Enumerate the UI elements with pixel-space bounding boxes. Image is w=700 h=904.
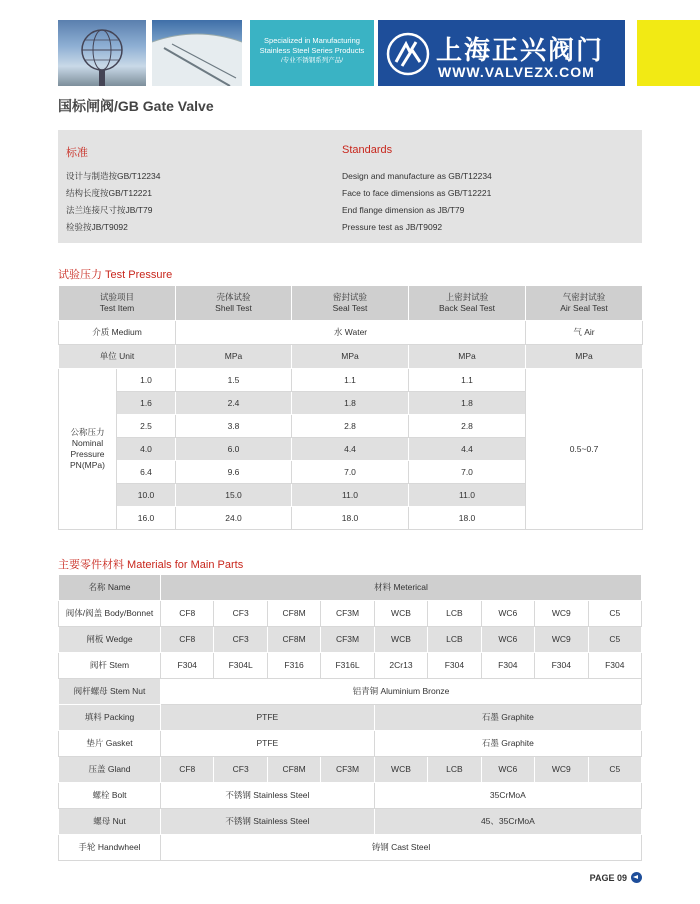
pn-value: 4.0 [117, 438, 176, 461]
material-cell: F316 [267, 653, 320, 679]
part-name: 螺母 Nut [59, 809, 161, 835]
material-cell: WC9 [535, 757, 588, 783]
header-en: Seal Test [332, 303, 368, 313]
standard-item-cn: 结构长度按GB/T12221 [66, 188, 152, 198]
shell-value: 1.5 [176, 369, 292, 392]
standard-item-cn: 设计与制造按GB/T12234 [66, 171, 161, 181]
pn-label-line: Pressure [70, 449, 105, 459]
unit-cell: MPa [526, 345, 643, 369]
part-name: 阀体/阀盖 Body/Bonnet [59, 601, 161, 627]
medium-water: 水 Water [176, 321, 526, 345]
material-cell: WCB [374, 627, 427, 653]
yellow-tab [637, 20, 700, 86]
seal-value: 1.1 [292, 369, 409, 392]
shell-value: 2.4 [176, 392, 292, 415]
pn-label-line: PN(MPa) [70, 460, 105, 470]
header-en: Shell Test [215, 303, 252, 313]
material-cell: F304 [588, 653, 642, 679]
back-seal-value: 1.1 [409, 369, 526, 392]
material-cell: F304 [535, 653, 588, 679]
standards-list-cn [66, 168, 160, 236]
material-cell: WC9 [535, 627, 588, 653]
material-cell: WC9 [535, 601, 588, 627]
back-seal-value: 2.8 [409, 415, 526, 438]
standards-list-en [342, 168, 492, 236]
tank-icon [152, 20, 242, 86]
material-cell: C5 [588, 627, 642, 653]
material-cell: CF3M [321, 757, 374, 783]
seal-value: 18.0 [292, 507, 409, 530]
part-name: 阀杆螺母 Stem Nut [59, 679, 161, 705]
material-cell: CF8M [267, 627, 320, 653]
material-cell: LCB [428, 627, 481, 653]
materials-table [58, 574, 642, 861]
material-cell: 35CrMoA [374, 783, 641, 809]
header-material: 材料 Meterical [161, 575, 642, 601]
header-test-item [59, 286, 176, 321]
header-cn: 壳体试验 [216, 292, 251, 302]
material-cell: CF3M [321, 601, 374, 627]
material-row-stem-nut [59, 679, 642, 705]
material-cell: CF3 [214, 757, 267, 783]
material-row-bolt [59, 783, 642, 809]
pn-value: 2.5 [117, 415, 176, 438]
back-seal-value: 7.0 [409, 461, 526, 484]
page-title: 国标闸阀/GB Gate Valve [58, 98, 214, 114]
header-name: 名称 Name [59, 575, 161, 601]
unit-cell: MPa [292, 345, 409, 369]
pressure-row [59, 369, 643, 392]
previous-page-icon[interactable] [631, 872, 642, 883]
material-cell: 铝青铜 Aluminium Bronze [161, 679, 642, 705]
pn-value: 1.6 [117, 392, 176, 415]
shell-value: 15.0 [176, 484, 292, 507]
material-row-nut [59, 809, 642, 835]
material-cell: 石墨 Graphite [374, 731, 641, 757]
header-cn: 上密封试验 [445, 292, 489, 302]
material-cell: WCB [374, 601, 427, 627]
material-cell: CF3 [214, 627, 267, 653]
material-row-handwheel [59, 835, 642, 861]
material-cell: F316L [321, 653, 374, 679]
part-name: 阀杆 Stem [59, 653, 161, 679]
material-cell: CF8M [267, 601, 320, 627]
part-name: 螺栓 Bolt [59, 783, 161, 809]
back-seal-value: 11.0 [409, 484, 526, 507]
material-cell: WC6 [481, 627, 534, 653]
medium-row [59, 321, 643, 345]
material-cell: LCB [428, 601, 481, 627]
page-footer [590, 872, 642, 883]
seal-value: 1.8 [292, 392, 409, 415]
header-back-seal-test [409, 286, 526, 321]
tagline-line-2: Stainless Steel Series Products [259, 46, 365, 55]
shell-value: 24.0 [176, 507, 292, 530]
material-cell: F304 [161, 653, 214, 679]
shell-value: 9.6 [176, 461, 292, 484]
standard-item-en: Face to face dimensions as GB/T12221 [342, 188, 492, 198]
pn-value: 1.0 [117, 369, 176, 392]
standard-item-en: Design and manufacture as GB/T12234 [342, 171, 492, 181]
shell-value: 6.0 [176, 438, 292, 461]
material-cell: CF3M [321, 627, 374, 653]
material-row-stem [59, 653, 642, 679]
header-cn: 试验项目 [100, 292, 135, 302]
material-cell: LCB [428, 757, 481, 783]
test-pressure-table [58, 285, 643, 530]
medium-air: 气 Air [526, 321, 643, 345]
unit-label: 单位 Unit [59, 345, 176, 369]
unit-cell: MPa [176, 345, 292, 369]
seal-value: 7.0 [292, 461, 409, 484]
header-seal-test [292, 286, 409, 321]
material-cell: WC6 [481, 601, 534, 627]
material-cell: CF3 [214, 601, 267, 627]
material-row-gasket [59, 731, 642, 757]
material-cell: WC6 [481, 757, 534, 783]
material-cell: CF8 [161, 757, 214, 783]
back-seal-value: 18.0 [409, 507, 526, 530]
material-cell: C5 [588, 757, 642, 783]
material-cell: 不锈钢 Stainless Steel [161, 783, 375, 809]
seal-value: 4.4 [292, 438, 409, 461]
standards-title-cn: 标准 [66, 147, 88, 159]
header-en: Back Seal Test [438, 303, 496, 313]
pn-value: 10.0 [117, 484, 176, 507]
unit-row [59, 345, 643, 369]
header-cn: 气密封试验 [562, 292, 606, 302]
pn-label-line: Nominal [71, 438, 104, 448]
standard-item-en: Pressure test as JB/T9092 [342, 222, 443, 232]
material-cell: 不锈钢 Stainless Steel [161, 809, 375, 835]
seal-value: 11.0 [292, 484, 409, 507]
pn-value: 6.4 [117, 461, 176, 484]
globe-icon [58, 20, 146, 86]
standard-item-en: End flange dimension as JB/T79 [342, 205, 465, 215]
material-row-wedge [59, 627, 642, 653]
materials-title: 主要零件材料 Materials for Main Parts [58, 559, 244, 571]
test-pressure-title: 试验压力 Test Pressure [58, 269, 173, 281]
material-cell: C5 [588, 601, 642, 627]
header-en: Air Seal Test [560, 303, 608, 313]
material-row-body-bonnet [59, 601, 642, 627]
tagline-box [250, 20, 374, 86]
back-seal-value: 1.8 [409, 392, 526, 415]
material-cell: WCB [374, 757, 427, 783]
back-seal-value: 4.4 [409, 438, 526, 461]
material-cell: CF8M [267, 757, 320, 783]
part-name: 手轮 Handwheel [59, 835, 161, 861]
material-cell: 45、35CrMoA [374, 809, 641, 835]
storage-tank-photo [152, 20, 242, 86]
material-cell: 石墨 Graphite [374, 705, 641, 731]
material-cell: F304 [428, 653, 481, 679]
header-shell-test [176, 286, 292, 321]
pn-label-line: 公称压力 [70, 427, 105, 437]
part-name: 压盖 Gland [59, 757, 161, 783]
material-cell: CF8 [161, 627, 214, 653]
shell-value: 3.8 [176, 415, 292, 438]
tagline-line-1: Specialized in Manufacturing [264, 36, 360, 45]
standard-item-cn: 检验按JB/T9092 [66, 222, 128, 232]
standards-title-en: Standards [342, 144, 393, 156]
standard-item-cn: 法兰连接尺寸按JB/T79 [66, 205, 153, 215]
air-seal-value: 0.5~0.7 [526, 369, 643, 530]
material-cell: 2Cr13 [374, 653, 427, 679]
header-cn: 密封试验 [333, 292, 368, 302]
medium-label: 介质 Medium [59, 321, 176, 345]
brand-url: WWW.VALVEZX.COM [438, 64, 595, 80]
material-cell: PTFE [161, 731, 375, 757]
material-row-gland [59, 757, 642, 783]
company-logo-icon [386, 32, 430, 76]
seal-value: 2.8 [292, 415, 409, 438]
pressure-header-row [59, 286, 643, 321]
globe-sculpture-photo [58, 20, 146, 86]
part-name: 垫片 Gasket [59, 731, 161, 757]
header-air-seal-test [526, 286, 643, 321]
tagline-line-3: /专业不锈钢系列产品/ [280, 57, 344, 64]
materials-header-row [59, 575, 642, 601]
part-name: 填料 Packing [59, 705, 161, 731]
material-cell: PTFE [161, 705, 375, 731]
part-name: 闸板 Wedge [59, 627, 161, 653]
brand-banner [378, 20, 625, 86]
pn-value: 16.0 [117, 507, 176, 530]
material-cell: 铸钢 Cast Steel [161, 835, 642, 861]
material-cell: F304 [481, 653, 534, 679]
material-row-packing [59, 705, 642, 731]
header-en: Test Item [99, 303, 135, 313]
page-number: PAGE 09 [589, 872, 627, 883]
nominal-pressure-label [59, 369, 117, 530]
material-cell: CF8 [161, 601, 214, 627]
brand-name-cn: 上海正兴阀门 [436, 36, 605, 66]
unit-cell: MPa [409, 345, 526, 369]
material-cell: F304L [214, 653, 267, 679]
standards-box [58, 130, 642, 243]
